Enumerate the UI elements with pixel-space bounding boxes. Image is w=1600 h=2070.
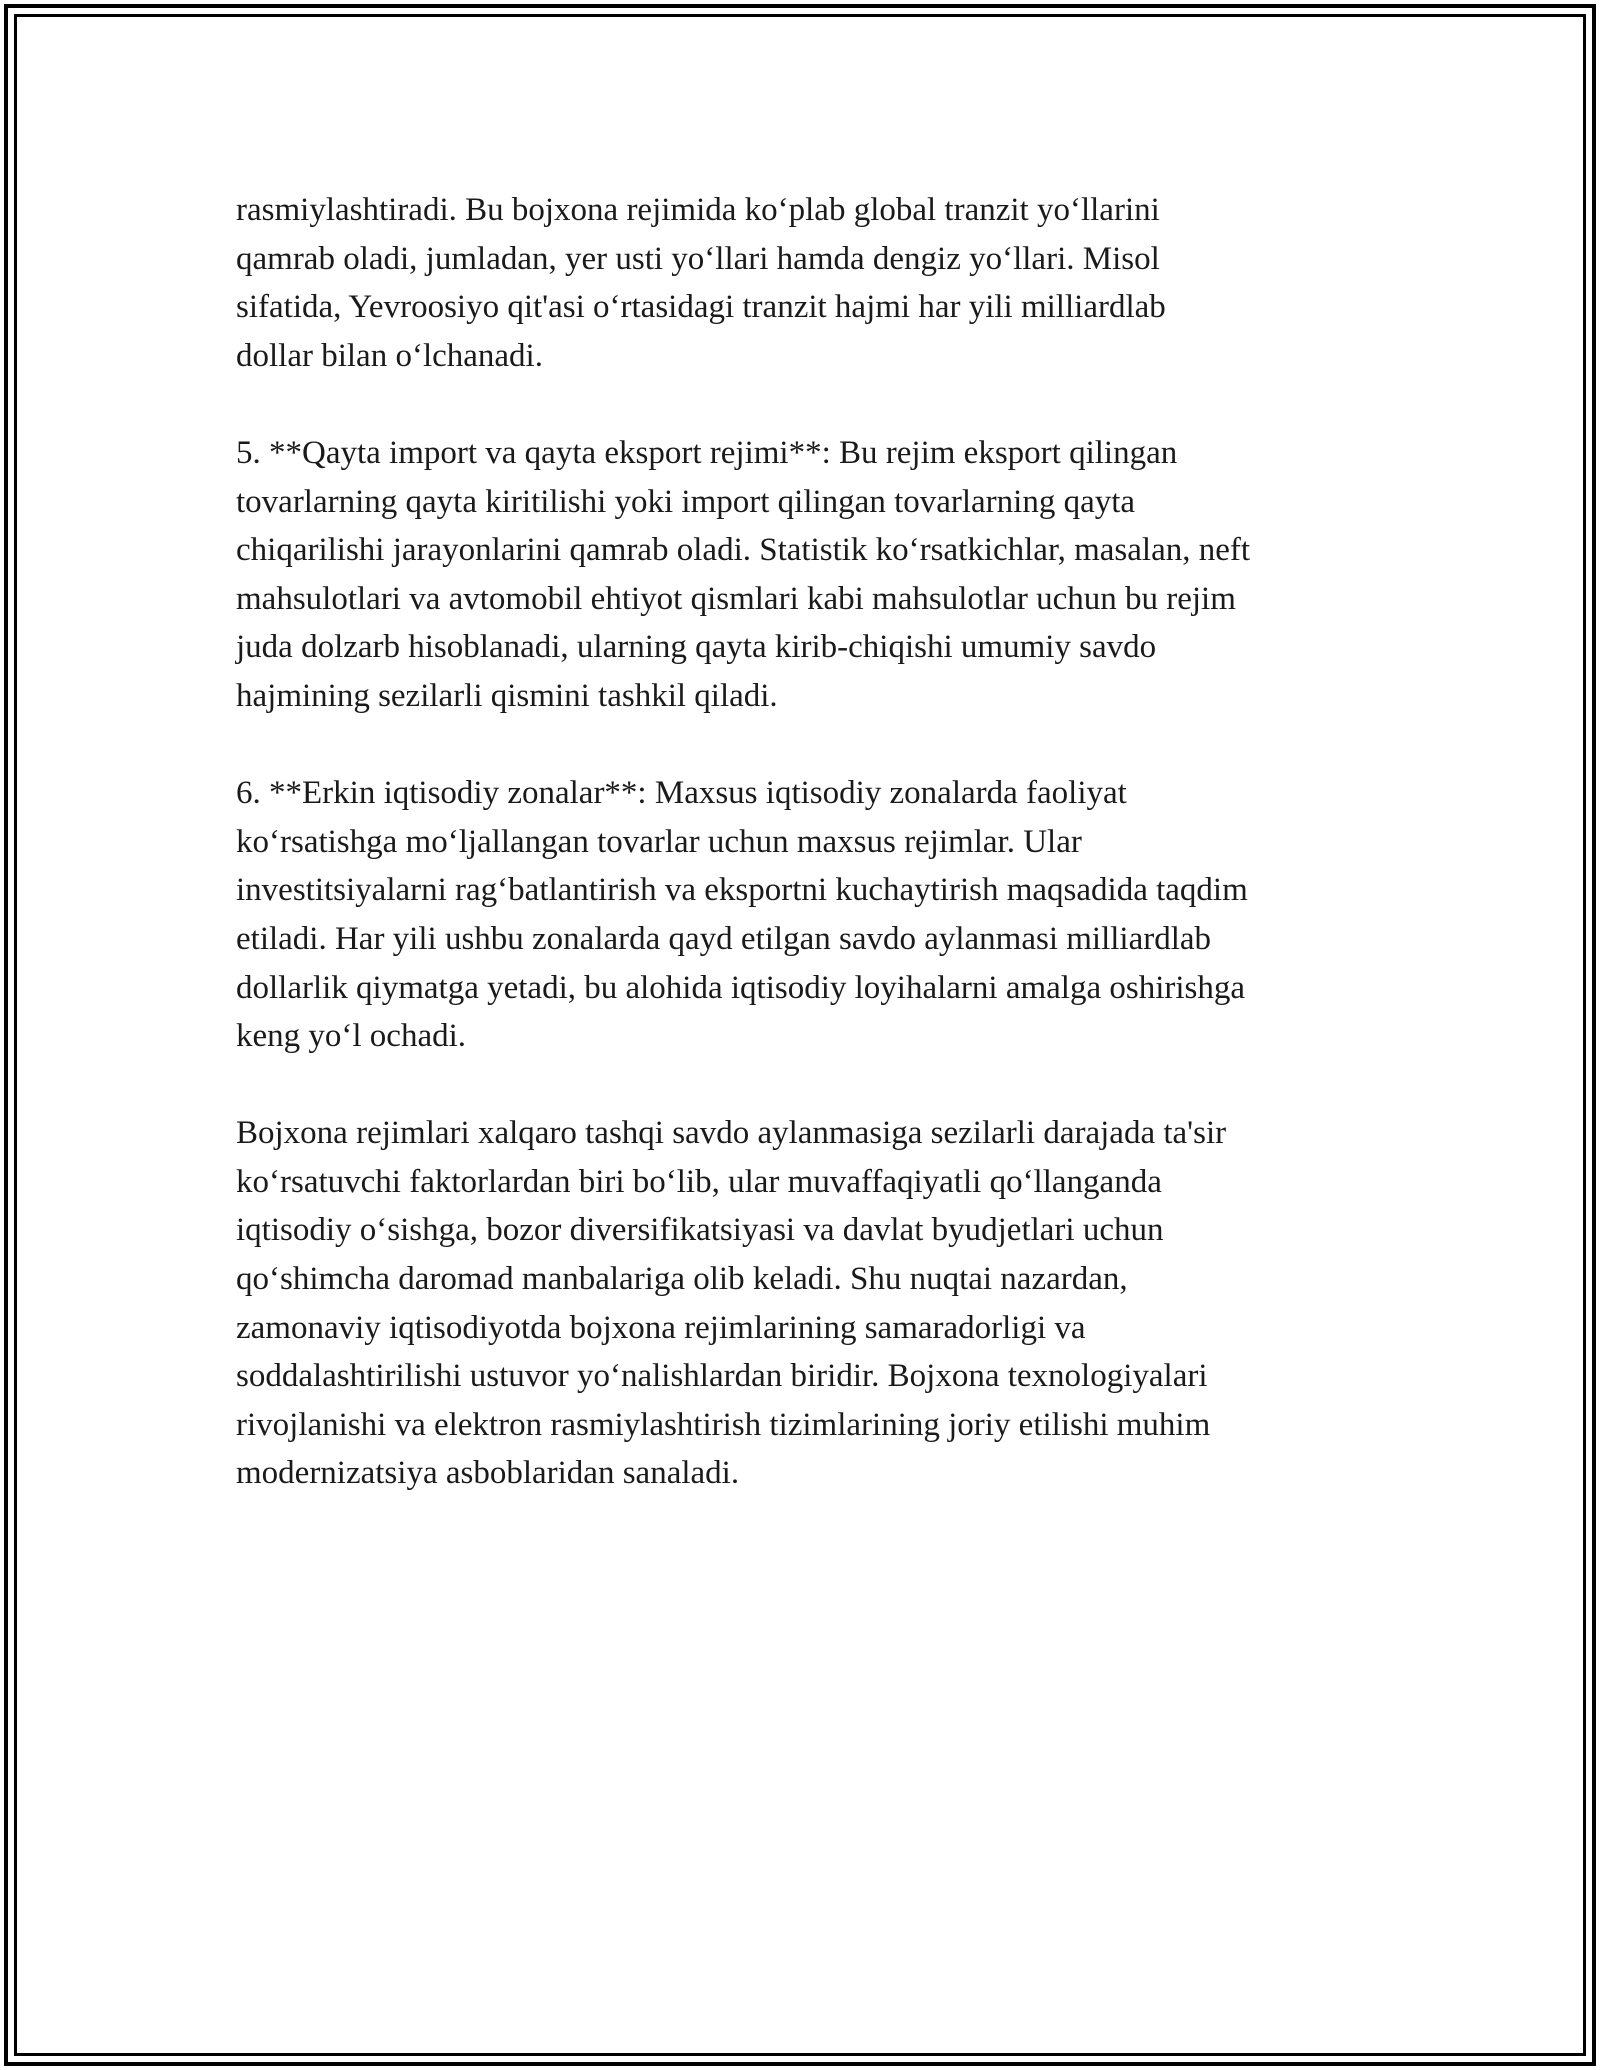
paragraph-free-economic-zones [236,769,1386,1061]
text-line: qamrab oladi, jumladan, yer usti yo‘llari hamda dengiz yo‘llari. Misol [236,240,1160,277]
text-line: dollarlik qiymatga yetadi, bu alohida iqtisodiy loyihalarni amalga oshirishga [236,969,1246,1006]
text-line: rivojlanishi va elektron rasmiylashtirish tizimlarining joriy etilishi muhim [236,1406,1211,1443]
text-line: modernizatsiya asboblaridan sanaladi. [236,1455,740,1492]
text-line: mahsulotlari va avtomobil ehtiyot qismlari kabi mahsulotlar uchun bu rejim [236,580,1236,617]
text-line: dollar bilan o‘lchanadi. [236,337,543,374]
document-body [236,186,1386,1547]
text-line: etiladi. Har yili ushbu zonalarda qayd etilgan savdo aylanmasi milliardlab [236,920,1212,957]
text-line: rasmiylashtiradi. Bu bojxona rejimida ko‘plab global tranzit yo‘llarini [236,192,1160,228]
text-line: ko‘rsatuvchi faktorlardan biri bo‘lib, ular muvaffaqiyatli qo‘llanganda [236,1163,1162,1200]
text-line: 5. **Qayta import va qayta eksport rejimi**: Bu rejim eksport qilingan [236,434,1178,471]
paragraph-conclusion [236,1109,1386,1498]
text-line: soddalashtirilishi ustuvor yo‘nalishlardan biridir. Bojxona texnologiyalari [236,1358,1208,1395]
text-line: Bojxona rejimlari xalqaro tashqi savdo aylanmasiga sezilarli darajada ta'sir [236,1115,1227,1152]
paragraph-reimport-reexport [236,429,1386,721]
text-line: chiqarilishi jarayonlarini qamrab oladi. Statistik ko‘rsatkichlar, masalan, neft [236,532,1251,569]
text-line: keng yo‘l ochadi. [236,1018,467,1055]
text-line: investitsiyalarni rag‘batlantirish va eksportni kuchaytirish maqsadida taqdim [236,872,1248,909]
text-line: zamonaviy iqtisodiyotda bojxona rejimlarining samaradorligi va [236,1309,1086,1346]
text-line: 6. **Erkin iqtisodiy zonalar**: Maxsus iqtisodiy zonalarda faoliyat [236,775,1127,812]
text-line: tovarlarning qayta kiritilishi yoki import qilingan tovarlarning qayta [236,483,1136,520]
text-line: ko‘rsatishga mo‘ljallangan tovarlar uchun maxsus rejimlar. Ular [236,823,1082,860]
text-line: sifatida, Yevroosiyo qit'asi o‘rtasidagi tranzit hajmi har yili milliardlab [236,289,1166,326]
paragraph-transit-continuation [236,186,1386,380]
text-line: hajmining sezilarli qismini tashkil qiladi. [236,677,778,714]
text-line: iqtisodiy o‘sishga, bozor diversifikatsiyasi va davlat byudjetlari uchun [236,1212,1164,1249]
text-line: juda dolzarb hisoblanadi, ularning qayta kirib-chiqishi umumiy savdo [236,629,1157,666]
text-line: qo‘shimcha daromad manbalariga olib keladi. Shu nuqtai nazardan, [236,1261,1128,1298]
